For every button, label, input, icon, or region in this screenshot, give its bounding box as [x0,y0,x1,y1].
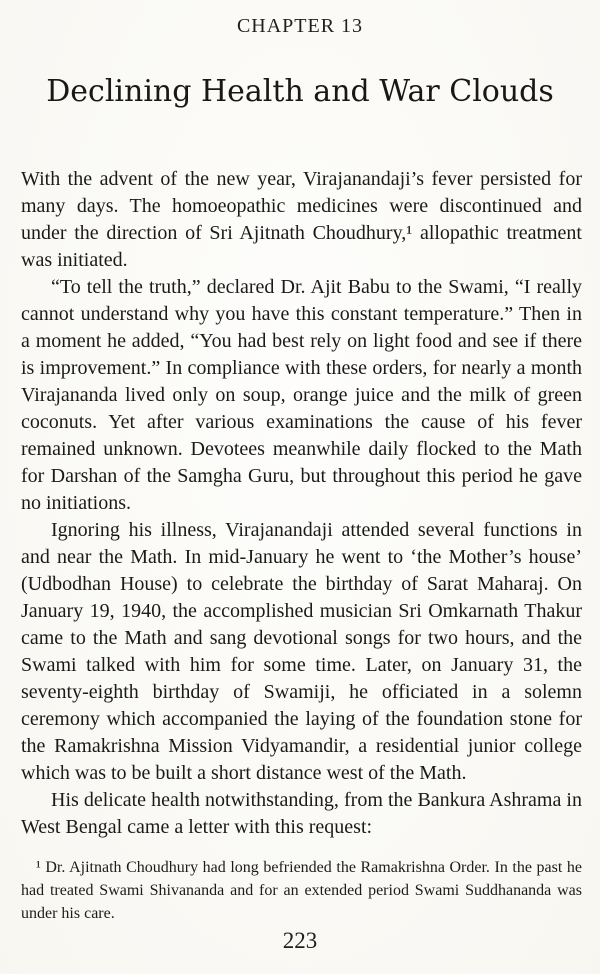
footnote: ¹ Dr. Ajitnath Choudhury had long befriended the Ramakrishna Order. In the past he had treated Swami Shivananda and for an extended period Swami Suddhananda was under his care. [21,859,582,922]
page-number: 223 [282,928,318,953]
paragraph: With the advent of the new year, Virajanandaji’s fever persisted for many days. The homoeopathic medicines were discontinued and under the direction of Sri Ajitnath Choudhury,¹ allopathic treatment was initiated. [21,168,582,271]
body-text [21,166,582,841]
paragraph: “To tell the truth,” declared Dr. Ajit Babu to the Swami, “I really cannot understand why you have this constant temperature.” Then in a moment he added, “You had best rely on light food and see if there is improvement.” In compliance with these orders, for nearly a month Virajananda lived only on soup, orange juice and the milk of green coconuts. Yet after various examinations the cause of his fever remained unknown. Devotees meanwhile daily flocked to the Math for Darshan of the Samgha Guru, but throughout this period he gave no initiations. [21,276,582,514]
paragraph: Ignoring his illness, Virajanandaji attended several functions in and near the Math. In mid-January he went to ‘the Mother’s house’ (Udbodhan House) to celebrate the birthday of Sarat Maharaj. On January 19, 1940, the accomplished musician Sri Omkarnath Thakur came to the Math and sang devotional songs for two hours, and the Swami talked with him for some time. Later, on January 31, the seventy-eighth birthday of Swamiji, he officiated in a solemn ceremony which accompanied the laying of the foundation stone for the Ramakrishna Mission Vidyamandir, a residential junior college which was to be built a short distance west of the Math. [21,519,582,784]
chapter-label: CHAPTER 13 [236,15,364,37]
chapter-title: Declining Health and War Clouds [46,74,554,110]
paragraph: His delicate health notwithstanding, from the Bankura Ashrama in West Bengal came a letter with this request: [21,789,582,838]
